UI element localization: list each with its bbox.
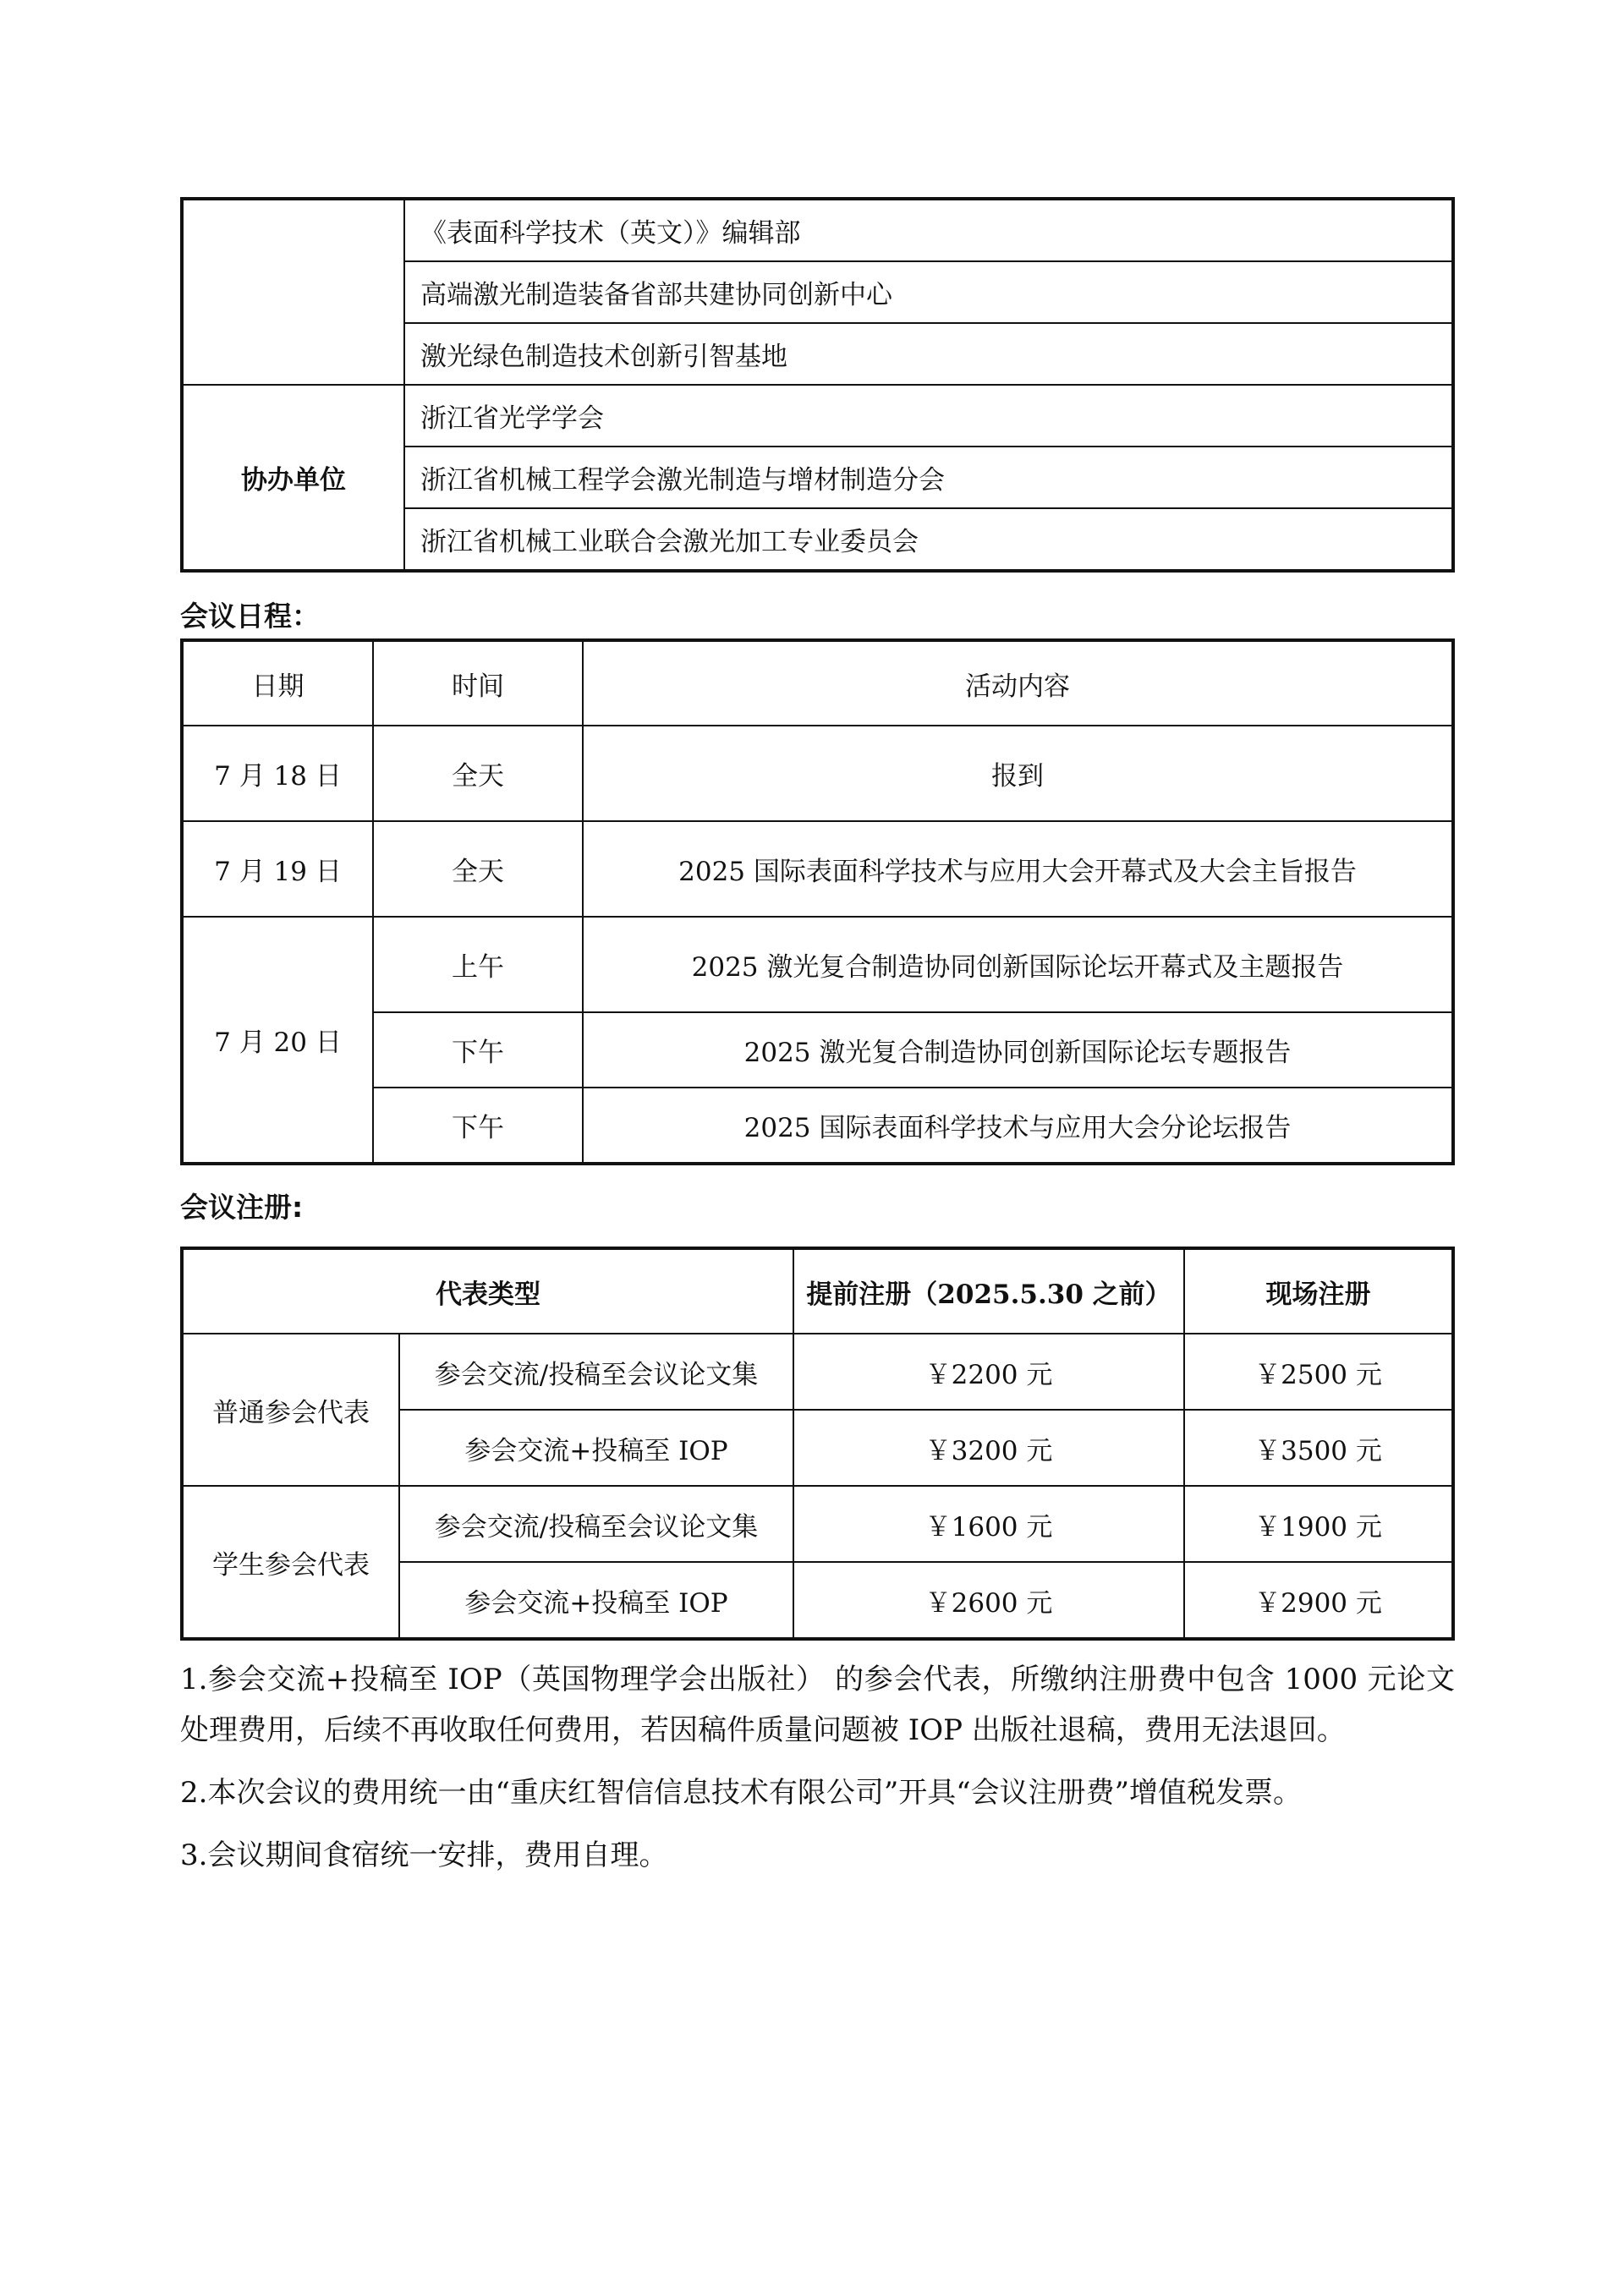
- co-organizer-name: 浙江省机械工程学会激光制造与增材制造分会: [404, 447, 1453, 508]
- table-header-row: [182, 640, 1453, 726]
- document-page: [180, 197, 1455, 1893]
- schedule-date: 7 月 19 日: [182, 821, 373, 917]
- column-header-onsite-registration: 现场注册: [1184, 1248, 1453, 1334]
- registration-option: 参会交流/投稿至会议论文集: [399, 1334, 793, 1410]
- column-header-date: 日期: [182, 640, 373, 726]
- organizer-label-cell: [182, 199, 404, 385]
- co-organizer-name: 浙江省机械工业联合会激光加工专业委员会: [404, 508, 1453, 571]
- notes-section: [180, 1654, 1455, 1881]
- table-header-row: [182, 1248, 1453, 1334]
- delegate-type: 学生参会代表: [182, 1486, 399, 1639]
- onsite-fee: ￥2500 元: [1184, 1334, 1453, 1410]
- table-row: [182, 1334, 1453, 1410]
- table-row: [182, 199, 1453, 261]
- schedule-time: 下午: [373, 1088, 583, 1164]
- table-row: [182, 1088, 1453, 1164]
- early-fee: ￥2600 元: [793, 1562, 1184, 1639]
- table-row: [182, 726, 1453, 821]
- schedule-activity: 报到: [583, 726, 1453, 821]
- registration-table: [180, 1247, 1455, 1641]
- schedule-time: 上午: [373, 917, 583, 1012]
- co-organizer-label: 协办单位: [182, 385, 404, 571]
- column-header-delegate-type: 代表类型: [182, 1248, 793, 1334]
- table-row: [182, 385, 1453, 447]
- organizers-table: [180, 197, 1455, 573]
- onsite-fee: ￥1900 元: [1184, 1486, 1453, 1562]
- organizer-name: 高端激光制造装备省部共建协同创新中心: [404, 261, 1453, 323]
- schedule-table: [180, 638, 1455, 1165]
- schedule-activity: 2025 激光复合制造协同创新国际论坛专题报告: [583, 1012, 1453, 1088]
- schedule-heading: 会议日程：: [180, 600, 320, 633]
- registration-option: 参会交流+投稿至 IOP: [399, 1562, 793, 1639]
- delegate-type: 普通参会代表: [182, 1334, 399, 1486]
- note-paragraph: 1.参会交流+投稿至 IOP（英国物理学会出版社） 的参会代表，所缴纳注册费中包含 1000 元论文处理费用，后续不再收取任何费用，若因稿件质量问题被 IOP 出版社退稿，费用无法退回。: [180, 1663, 1455, 1747]
- table-row: [182, 1012, 1453, 1088]
- early-fee: ￥3200 元: [793, 1410, 1184, 1486]
- note-paragraph: 2.本次会议的费用统一由“重庆红智信信息技术有限公司”开具“会议注册费”增值税发票。: [180, 1776, 1302, 1810]
- schedule-date: 7 月 18 日: [182, 726, 373, 821]
- schedule-date: 7 月 20 日: [182, 917, 373, 1164]
- early-fee: ￥2200 元: [793, 1334, 1184, 1410]
- organizer-name: 《表面科学技术（英文）》编辑部: [404, 199, 1453, 261]
- schedule-time: 全天: [373, 821, 583, 917]
- registration-option: 参会交流+投稿至 IOP: [399, 1410, 793, 1486]
- column-header-early-registration: 提前注册（2025.5.30 之前）: [793, 1248, 1184, 1334]
- schedule-time: 全天: [373, 726, 583, 821]
- schedule-activity: 2025 国际表面科学技术与应用大会分论坛报告: [583, 1088, 1453, 1164]
- column-header-activity: 活动内容: [583, 640, 1453, 726]
- onsite-fee: ￥3500 元: [1184, 1410, 1453, 1486]
- schedule-time: 下午: [373, 1012, 583, 1088]
- co-organizer-name: 浙江省光学学会: [404, 385, 1453, 447]
- table-row: [182, 821, 1453, 917]
- note-paragraph: 3.会议期间食宿统一安排，费用自理。: [180, 1838, 668, 1872]
- organizer-name: 激光绿色制造技术创新引智基地: [404, 323, 1453, 385]
- early-fee: ￥1600 元: [793, 1486, 1184, 1562]
- registration-heading: 会议注册:: [180, 1191, 304, 1224]
- schedule-activity: 2025 国际表面科学技术与应用大会开幕式及大会主旨报告: [583, 821, 1453, 917]
- onsite-fee: ￥2900 元: [1184, 1562, 1453, 1639]
- column-header-time: 时间: [373, 640, 583, 726]
- registration-option: 参会交流/投稿至会议论文集: [399, 1486, 793, 1562]
- table-row: [182, 1486, 1453, 1562]
- table-row: [182, 917, 1453, 1012]
- schedule-activity: 2025 激光复合制造协同创新国际论坛开幕式及主题报告: [583, 917, 1453, 1012]
